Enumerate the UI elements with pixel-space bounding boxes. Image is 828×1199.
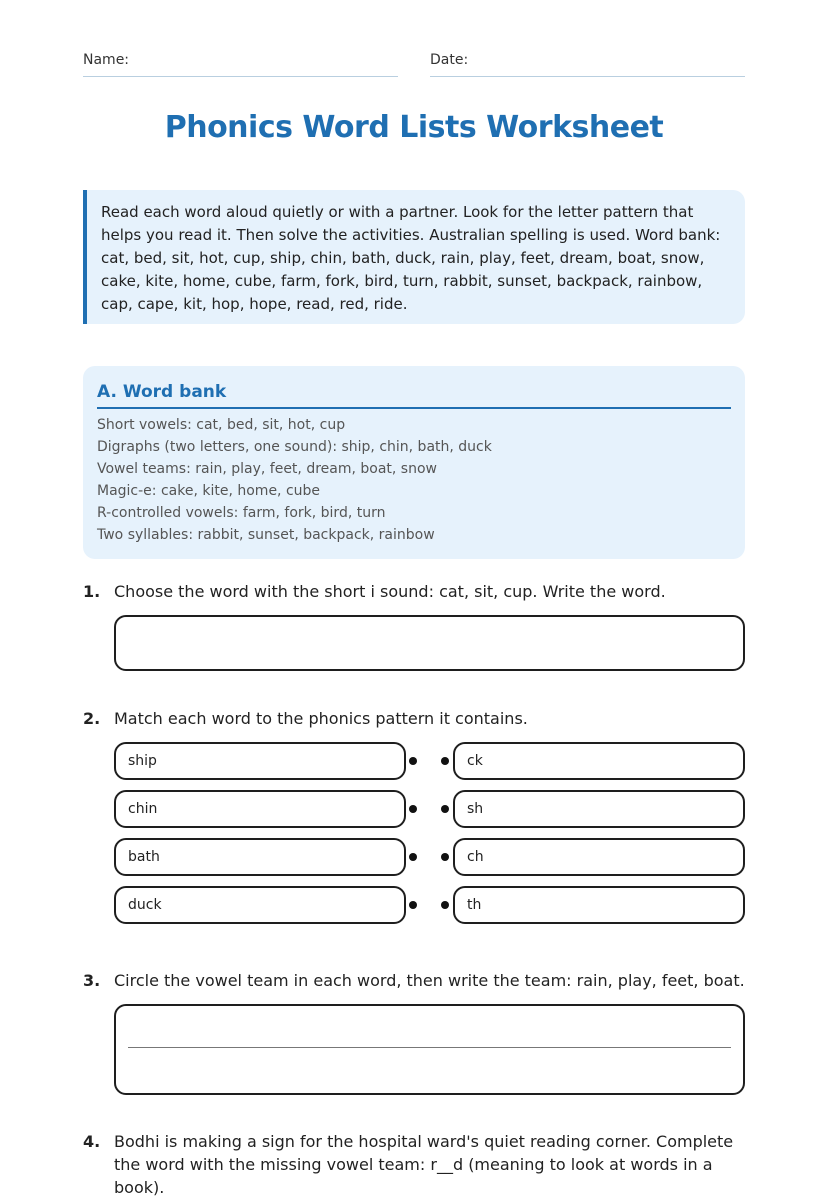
match-dot-right[interactable]	[441, 757, 449, 765]
question-4	[83, 1130, 745, 1197]
match-word-box[interactable]: ship	[114, 742, 406, 780]
match-dot-right[interactable]	[441, 805, 449, 813]
match-pattern-box[interactable]: ck	[453, 742, 745, 780]
question-number: 1.	[83, 582, 101, 601]
word-bank-line: Digraphs (two letters, one sound): ship, chin, bath, duck	[97, 439, 492, 455]
match-pattern-box[interactable]: th	[453, 886, 745, 924]
match-dot-left[interactable]	[409, 901, 417, 909]
name-date-row	[83, 52, 745, 78]
question-text: Circle the vowel team in each word, then write the team: rain, play, feet, boat.	[114, 971, 745, 990]
word-bank-line: Magic-e: cake, kite, home, cube	[97, 483, 321, 499]
match-word-box[interactable]: duck	[114, 886, 406, 924]
question-text: Match each word to the phonics pattern it contains.	[114, 709, 528, 728]
date-label: Date:	[430, 52, 469, 68]
word-bank-panel	[83, 366, 745, 559]
answer-box-q1[interactable]	[114, 615, 745, 671]
answer-writing-line	[128, 1047, 731, 1048]
match-dot-right[interactable]	[441, 853, 449, 861]
question-text: Choose the word with the short i sound: cat, sit, cup. Write the word.	[114, 582, 666, 601]
word-bank-list	[97, 414, 731, 546]
match-dot-left[interactable]	[409, 757, 417, 765]
match-pattern-box[interactable]: sh	[453, 790, 745, 828]
answer-box-q3[interactable]	[114, 1004, 745, 1095]
word-bank-line: R-controlled vowels: farm, fork, bird, turn	[97, 505, 386, 521]
word-bank-line: Vowel teams: rain, play, feet, dream, boat, snow	[97, 461, 437, 477]
word-bank-line: Short vowels: cat, bed, sit, hot, cup	[97, 417, 346, 433]
question-number: 3.	[83, 971, 101, 990]
name-label: Name:	[83, 52, 130, 68]
question-3	[83, 969, 745, 993]
name-field[interactable]	[83, 52, 398, 77]
question-number: 2.	[83, 709, 101, 728]
word-bank-line: Two syllables: rabbit, sunset, backpack, rainbow	[97, 527, 435, 543]
match-dot-left[interactable]	[409, 805, 417, 813]
word-bank-title: A. Word bank	[97, 380, 731, 409]
question-text: Bodhi is making a sign for the hospital ward's quiet reading corner. Complete the word with the missing vowel team: r__d (meaning to look at words in a book).	[114, 1132, 734, 1197]
question-2	[83, 707, 745, 731]
match-word-box[interactable]: bath	[114, 838, 406, 876]
intro-callout: Read each word aloud quietly or with a partner. Look for the letter pattern that helps you read it. Then solve the activities. Australian spelling is used. Word bank: cat, bed, sit, hot, cup, ship, chin, bath, duck, rain, play, feet, dream, boat, snow, cake, kite, home, cube, farm, fork, bird, turn, rabbit, sunset, backpack, rainbow, cap, cape, kit, hop, hope, read, red, ride.	[83, 190, 745, 324]
question-number: 4.	[83, 1132, 101, 1151]
date-field[interactable]	[430, 52, 745, 77]
match-pattern-box[interactable]: ch	[453, 838, 745, 876]
match-dot-left[interactable]	[409, 853, 417, 861]
match-dot-right[interactable]	[441, 901, 449, 909]
worksheet-title: Phonics Word Lists Worksheet	[164, 110, 664, 145]
question-1	[83, 580, 745, 604]
match-word-box[interactable]: chin	[114, 790, 406, 828]
